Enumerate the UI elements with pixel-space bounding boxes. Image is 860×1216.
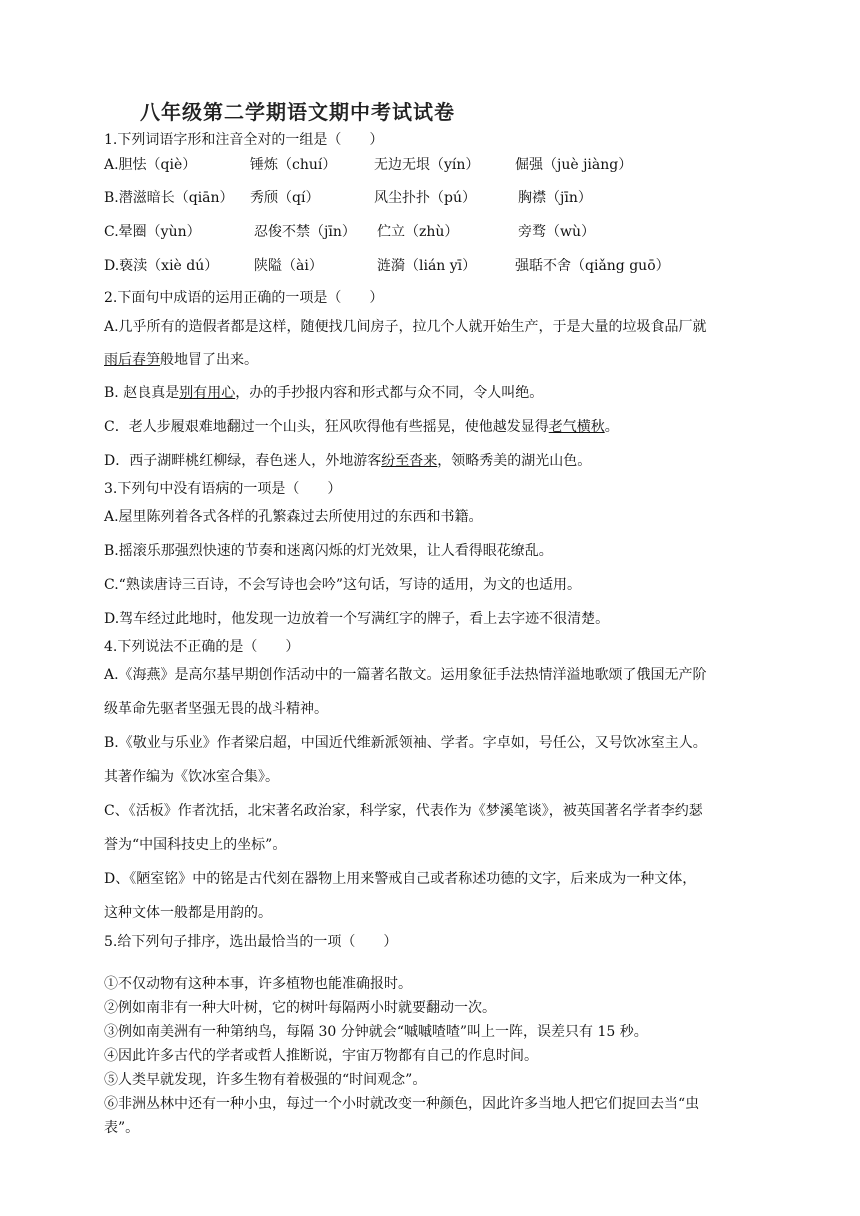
q1-a-4: 倔强（juè jiàng）: [515, 157, 633, 173]
q2-option-c: [104, 417, 619, 437]
q3-option-b: B.摇滚乐那强烈快速的节奏和迷离闪烁的灯光效果，让人看得眼花缭乱。: [104, 543, 553, 559]
q2-d-idiom: 纷至沓来: [381, 453, 438, 469]
q4-stem: 4.下列说法不正确的是（ ）: [104, 639, 300, 655]
q5-sentence-5: ⑤人类早就发现，许多生物有着极强的“时间观念”。: [104, 1072, 427, 1088]
q1-a-3: 无边无垠（yín）: [374, 157, 480, 173]
q2-stem: 2.下面句中成语的运用正确的一项是（ ）: [104, 290, 384, 306]
q5-sentence-3: ③例如南美洲有一种第纳鸟，每隔 30 分钟就会“嘁嘁喳喳”叫上一阵，误差只有 15 秒。: [104, 1024, 648, 1040]
q1-b-1: B.潜滋暗长（qiān）: [104, 190, 234, 206]
q1-c-1: C.晕圈（yùn）: [104, 224, 201, 240]
q2-d-post: ，领略秀美的湖光山色。: [437, 453, 592, 469]
q1-c-3: 伫立（zhù）: [377, 224, 459, 240]
q2-option-b: [104, 383, 543, 403]
q5-sentence-6-line1: ⑥非洲丛林中还有一种小虫，每过一个小时就改变一种颜色，因此许多当地人把它们捉回去当“虫: [104, 1096, 700, 1112]
q2-c-pre: C．老人步履艰难地翻过一个山头，狂风吹得他有些摇晃，使他越发显得: [104, 419, 549, 435]
q2-c-idiom: 老气横秋: [548, 419, 605, 435]
q1-a-2: 锤炼（chuí）: [250, 157, 337, 173]
q2-b-idiom: 别有用心: [179, 385, 236, 401]
q1-b-2: 秀颀（qí）: [250, 190, 320, 206]
q1-d-1: D.亵渎（xiè dú）: [104, 258, 219, 274]
q2-option-a-line2: [104, 350, 258, 370]
q5-sentence-4: ④因此许多古代的学者或哲人推断说，宇宙万物都有自己的作息时间。: [104, 1048, 538, 1064]
q5-sentence-2: ②例如南非有一种大叶树，它的树叶每隔两小时就要翻动一次。: [104, 1000, 496, 1016]
q4-option-a-line1: A.《海燕》是高尔基早期创作活动中的一篇著名散文。运用象征手法热情洋溢地歌颂了俄国无产阶: [104, 667, 707, 683]
q4-option-d-line1: D、《陋室铭》中的铭是古代刻在器物上用来警戒自己或者称述功德的文字，后来成为一种文体，: [104, 871, 697, 887]
q1-a-1: A.胆怯（qiè）: [104, 157, 197, 173]
q1-b-4: 胸襟（jīn）: [518, 190, 592, 206]
q5-sentence-1: ①不仅动物有这种本事，许多植物也能准确报时。: [104, 976, 412, 992]
q2-b-post: ，办的手抄报内容和形式都与众不同，令人叫绝。: [235, 385, 544, 401]
q3-stem: 3.下列句中没有语病的一项是（ ）: [104, 481, 342, 497]
q1-b-3: 风尘扑扑（pú）: [374, 190, 476, 206]
q2-a-rest: 般地冒了出来。: [160, 352, 258, 368]
q3-option-c: C.“熟读唐诗三百诗，不会写诗也会吟”这句话，写诗的适用，为文的也适用。: [104, 577, 581, 593]
q4-option-a-line2: 级革命先驱者坚强无畏的战斗精神。: [104, 701, 328, 717]
q4-option-c-line1: C、《活板》作者沈括，北宋著名政治家，科学家，代表作为《梦溪笔谈》，被英国著名学者李约瑟: [104, 803, 703, 819]
q2-a-idiom: 雨后春笋: [104, 352, 160, 368]
q1-d-2: 陕隘（ài）: [254, 258, 323, 274]
q3-option-a: A.屋里陈列着各式各样的孔繁森过去所使用过的东西和书籍。: [104, 509, 483, 525]
q2-option-d: [104, 451, 591, 471]
q3-option-d: D.驾车经过此地时，他发现一边放着一个写满红字的牌子，看上去字迹不很清楚。: [104, 611, 610, 627]
q1-stem: 1.下列词语字形和注音全对的一组是（ ）: [104, 132, 384, 148]
q4-option-c-line2: 誉为“中国科技史上的坐标”。: [104, 837, 287, 853]
q4-option-b-line2: 其著作编为《饮冰室合集》。: [104, 769, 279, 785]
exam-title: 八年级第二学期语文期中考试试卷: [140, 100, 455, 124]
q1-d-3: 涟漪（lián yī）: [377, 258, 477, 274]
q2-c-post: 。: [604, 419, 619, 435]
q5-stem: 5.给下列句子排序，选出最恰当的一项（ ）: [104, 934, 398, 950]
q1-d-4: 强聒不舍（qiǎng guō）: [515, 258, 670, 274]
q2-b-pre: B. 赵良真是: [104, 385, 180, 401]
q2-option-a-line1: A.几乎所有的造假者都是这样，随便找几间房子，拉几个人就开始生产，于是大量的垃圾食品厂就: [104, 319, 707, 335]
q1-c-4: 旁骛（wù）: [518, 224, 595, 240]
q4-option-b-line1: B.《敬业与乐业》作者梁启超，中国近代维新派领袖、学者。字卓如，号任公，又号饮冰室主人。: [104, 735, 707, 751]
q2-d-pre: D．西子湖畔桃红柳绿，春色迷人，外地游客: [104, 453, 382, 469]
q1-c-2: 忍俊不禁（jīn）: [254, 224, 356, 240]
q5-sentence-6-line2: 表”。: [104, 1120, 140, 1136]
q4-option-d-line2: 这种文体一般都是用韵的。: [104, 905, 272, 921]
